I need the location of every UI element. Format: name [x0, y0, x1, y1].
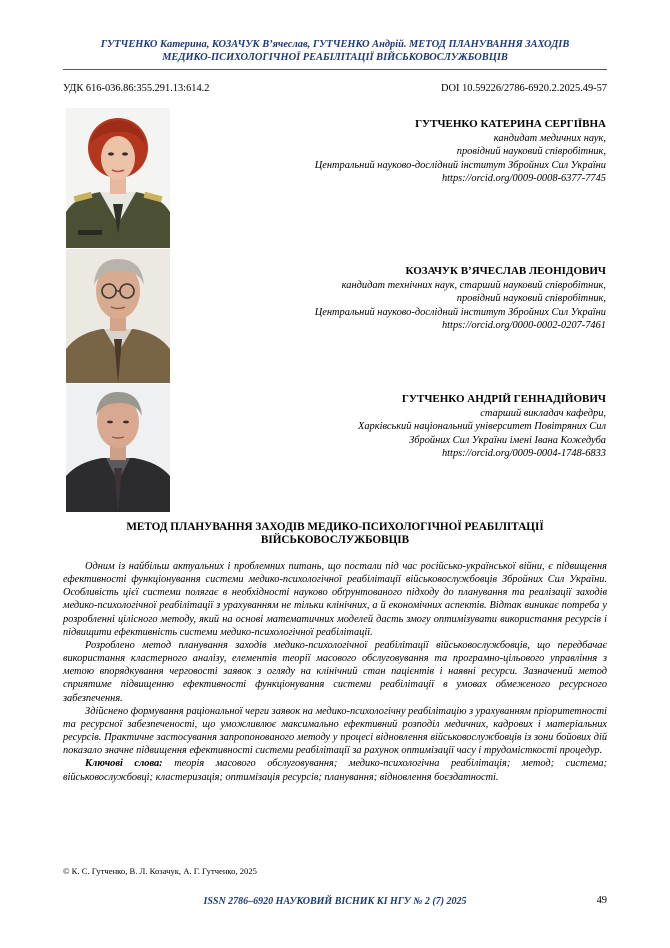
- author-photo-3: [66, 384, 170, 512]
- author-position: старший викладач кафедри,: [480, 408, 606, 420]
- author-photo-2: [66, 249, 170, 383]
- author-orcid-link[interactable]: https://orcid.org/0009-0004-1748-6833: [441, 447, 606, 459]
- abstract-paragraph-3: Здійснено формування раціональної черги заявок на медико-психологічну реабілітацію з урахуванням пріоритетності та ресурсної забезпеченості, що уможливлює максимально ефективний розподіл медичних, кадрових і матеріальних ресурсів. Практичне застосування запропонованого методу у процесі відновлення військовослужбовців із зони бойових дій показало значне підвищення ефективності системи реабілітації за рахунок оптимізації часу і трудомісткості процедур.: [63, 705, 607, 757]
- abstract-paragraph-2: Розроблено метод планування заходів медико-психологічної реабілітації військовослужбовців, що передбачає використання кластерного аналізу, елементів теорії масового обслуговування та програмно-цільового управління з метою впорядкування черговості заявок з огляду на клінічний стан пацієнтів і наявні ресурси. Зазначений метод сприятиме підвищенню ефективності функціонування системи реабілітації в умовах обмеженого ресурсного забезпечення.: [63, 639, 607, 704]
- author-affiliation: Харківський національний університет Повітряних Сил: [358, 421, 606, 433]
- author-orcid-link[interactable]: https://orcid.org/0009-0008-6377-7745: [441, 172, 606, 184]
- author-degree: кандидат медичних наук,: [493, 133, 606, 145]
- keywords-label: Ключові слова:: [85, 758, 163, 770]
- copyright: © К. С. Гутченко, В. Л. Козачук, А. Г. Гутченко, 2025: [63, 866, 257, 876]
- page-number: 49: [596, 895, 607, 906]
- journal-footer: ISSN 2786–6920 НАУКОВИЙ ВІСНИК КІ НГУ № 2 (7) 2025: [203, 896, 467, 907]
- author-name: ГУТЧЕНКО АНДРІЙ ГЕННАДІЙОВИЧ: [401, 393, 606, 405]
- paper-title-line-1: МЕТОД ПЛАНУВАННЯ ЗАХОДІВ МЕДИКО-ПСИХОЛОГІЧНОЇ РЕАБІЛІТАЦІЇ: [126, 521, 544, 533]
- author-position: провідний науковий співробітник,: [456, 146, 606, 158]
- keywords-list: теорія масового обслуговування; медико-психологічна реабілітація; метод; система; військовослужбовці; кластеризація; оптимізація ресурсів; планування; відновлення боєздатності.: [63, 758, 607, 783]
- udk-code: УДК 616-036.86:355.291.13:614.2: [63, 83, 210, 94]
- author-photo-1: [66, 108, 170, 248]
- paper-title: [80, 521, 590, 547]
- author-affiliation: Центральний науково-дослідний інститут Збройних Сил України: [314, 306, 606, 318]
- author-orcid-link[interactable]: https://orcid.org/0000-0002-0207-7461: [441, 319, 606, 331]
- paper-title-line-2: ВІЙСЬКОВОСЛУЖБОВЦІВ: [260, 534, 410, 546]
- author-name: ГУТЧЕНКО КАТЕРИНА СЕРГІЇВНА: [415, 118, 606, 130]
- running-header-line-1: ГУТЧЕНКО Катерина, КОЗАЧУК В’ячеслав, ГУТЧЕНКО Андрій. МЕТОД ПЛАНУВАННЯ ЗАХОДІВ: [100, 39, 570, 50]
- header-divider: [63, 69, 607, 70]
- running-header-line-2: МЕДИКО-ПСИХОЛОГІЧНОЇ РЕАБІЛІТАЦІЇ ВІЙСЬКОВОСЛУЖБОВЦІВ: [162, 51, 508, 63]
- doi[interactable]: DOI 10.59226/2786-6920.2.2025.49-57: [441, 83, 607, 94]
- author-affiliation: Центральний науково-дослідний інститут Збройних Сил України: [314, 159, 606, 171]
- keywords: [63, 757, 607, 783]
- author-degree: кандидат технічних наук, старший науковий співробітник,: [341, 280, 606, 292]
- abstract-paragraph-1: Одним із найбільш актуальних і проблемних питань, що постали під час російсько-української війни, є підвищення ефективності функціонування системи медико-психологічної реабілітації військовослужбовців Збройних Сил України. Особливість цієї системи полягає в необхідності науково обґрунтованого підходу до планування та реалізації заходів медико-психологічної реабілітації з урахуванням не тільки клінічних, а й економічних аспектів. Відтак виникає потреба у розробленні цілісного методу, який на основі математичних моделей дасть змогу оптимізувати використання ресурсів і підвищити ефективність системи медико-психологічної реабілітації.: [63, 561, 607, 638]
- author-affiliation-cont: Збройних Сил України імені Івана Кожедуба: [409, 434, 606, 446]
- author-name: КОЗАЧУК В’ЯЧЕСЛАВ ЛЕОНІДОВИЧ: [405, 265, 606, 277]
- author-block-3: [186, 393, 606, 460]
- author-block-1: [186, 118, 606, 185]
- author-position: провідний науковий співробітник,: [456, 293, 606, 305]
- abstract: [63, 560, 607, 784]
- running-header: [40, 39, 630, 64]
- author-block-2: [186, 265, 606, 332]
